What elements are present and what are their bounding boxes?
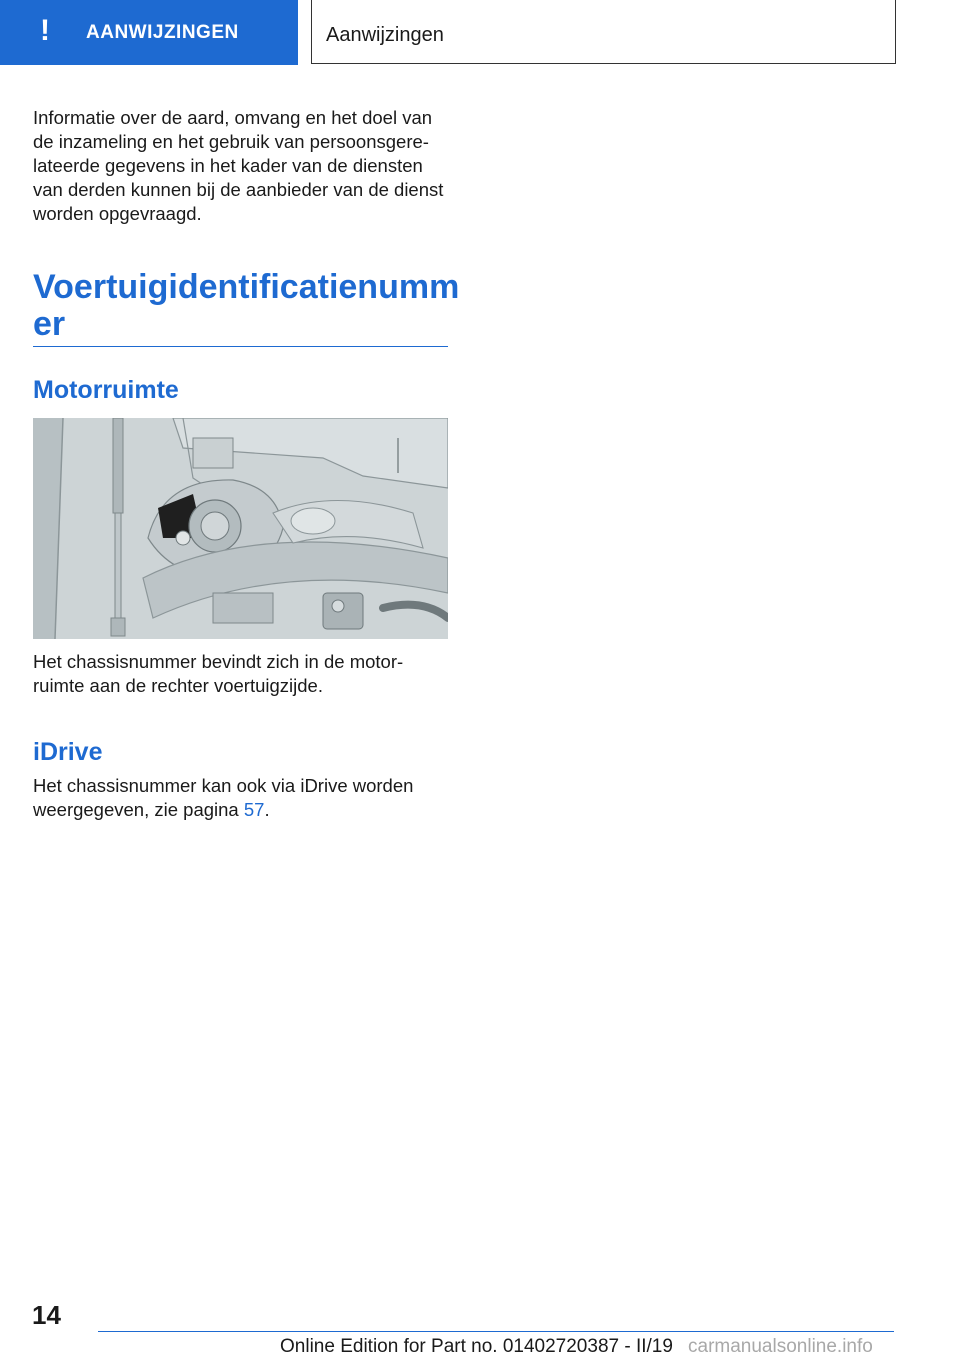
watermark: carmanualsonline.info [688, 1336, 873, 1357]
section-tab [0, 0, 298, 65]
page-number: 14 [32, 1300, 61, 1330]
section-title-line-2: er [33, 305, 66, 343]
edition-text: Online Edition for Part no. 01402720387 - II/19 [280, 1336, 673, 1357]
section-title-line-1: Voertuigidentificatienumm [33, 268, 460, 306]
idrive-text: Het chassisnummer kan ook via iDrive worden weergegeven, zie pagina [33, 775, 414, 820]
exclamation-icon: ! [40, 14, 50, 47]
page-link-57[interactable]: 57 [243, 799, 265, 820]
engine-bay-illustration [33, 418, 448, 639]
section-label: AANWIJZINGEN [86, 22, 239, 43]
intro-paragraph: Informatie over de aard, omvang en het doel van de inzameling en het gebruik van persoonsgere-lateerde gegevens in het kader van de diensten van derden kunnen bij de aanbieder van de dienst worden opgevraagd. [33, 107, 444, 224]
engine-bay-caption: Het chassisnummer bevindt zich in de motor-ruimte aan de rechter voertuigzijde. [33, 651, 404, 696]
engine-bay-heading: Motorruimte [33, 376, 179, 404]
idrive-heading: iDrive [33, 738, 103, 766]
section-title [33, 268, 460, 343]
chapter-label: Aanwijzingen [326, 24, 444, 46]
idrive-text-end: . [264, 799, 270, 820]
section-title-rule [33, 346, 448, 347]
chapter-header [311, 0, 896, 64]
footer-rule [98, 1331, 894, 1332]
engine-bay-drawing [33, 418, 448, 639]
idrive-paragraph [33, 774, 448, 822]
